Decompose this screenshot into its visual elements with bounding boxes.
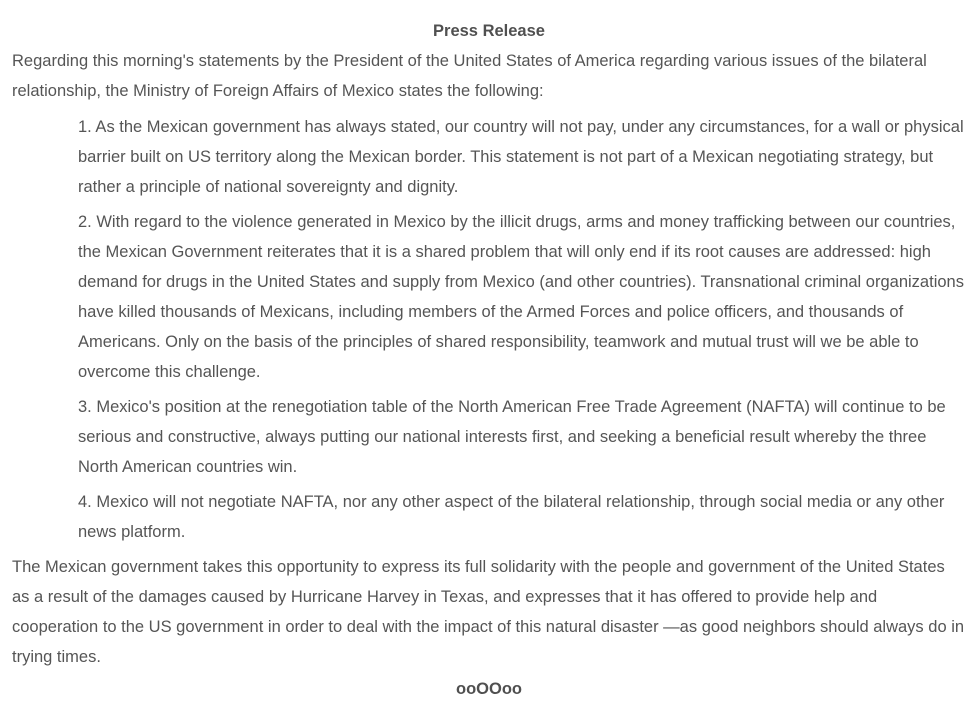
list-item: 4. Mexico will not negotiate NAFTA, nor any other aspect of the bilateral relationship, through social media or any other news platform. bbox=[78, 493, 945, 541]
list-item: 2. With regard to the violence generated in Mexico by the illicit drugs, arms and money trafficking between our countries, the Mexican Government reiterates that it is a shared problem that will only end if its root causes are addressed: high demand for drugs in the United States and supply from Mexico (and other countries). Transnational criminal organizations have killed thousands of Mexicans, including members of the Armed Forces and police officers, and thousands of Americans. Only on the basis of the principles of shared responsibility, teamwork and mutual trust will we be able to overcome this challenge. bbox=[78, 213, 964, 381]
closing-paragraph: The Mexican government takes this opportunity to express its full solidarity with the people and government of the United States as a result of the damages caused by Hurricane Harvey in Texas, and expresses that it has offered to provide help and cooperation to the US government in order to deal with the impact of this natural disaster —as good neighbors should always do in trying times. bbox=[12, 558, 965, 666]
end-mark: ooOOoo bbox=[456, 680, 522, 698]
list-item: 3. Mexico's position at the renegotiation table of the North American Free Trade Agreement (NAFTA) will continue to be serious and constructive, always putting our national interests first, and seeking a beneficial result whereby the three North American countries win. bbox=[78, 398, 946, 476]
intro-paragraph: Regarding this morning's statements by the President of the United States of America regarding various issues of the bilateral relationship, the Ministry of Foreign Affairs of Mexico states the following: bbox=[12, 52, 927, 100]
document-title: Press Release bbox=[433, 22, 545, 40]
list-item: 1. As the Mexican government has always stated, our country will not pay, under any circumstances, for a wall or physical barrier built on US territory along the Mexican border. This statement is not part of a Mexican negotiating strategy, but rather a principle of national sovereignty and dignity. bbox=[78, 118, 964, 196]
statement-list bbox=[12, 112, 966, 547]
